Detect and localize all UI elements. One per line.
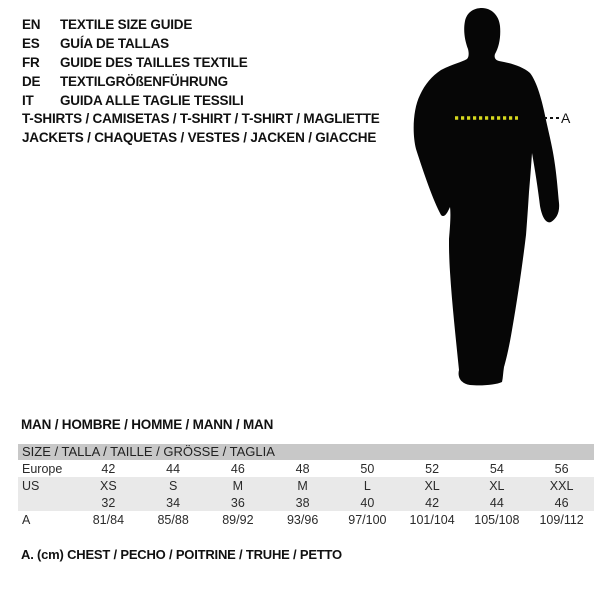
size-table-cell: 38 [270,494,335,511]
size-table-cell: 52 [425,461,440,476]
size-table-row-label: Europe [22,461,63,476]
language-row [22,34,248,53]
size-table-cell: 42 [101,461,116,476]
section-title: MAN / HOMBRE / HOMME / MANN / MAN [21,417,274,432]
size-table-cell: 97/100 [348,512,387,527]
language-code: EN [22,17,41,32]
size-table-row-label: A [22,512,31,527]
size-table-cell: XS [76,477,141,494]
size-table-cell: 50 [360,461,375,476]
language-code: DE [22,74,41,89]
size-table-cell: 81/84 [92,512,125,527]
man-silhouette-figure [403,6,573,388]
language-label: GUIDE DES TAILLES TEXTILE [60,55,248,70]
size-table [18,444,594,528]
category-list [22,109,380,147]
size-table-cell: 34 [141,494,206,511]
measure-label-a: A [561,110,571,126]
size-table-cell: S [141,477,206,494]
man-silhouette-shape [414,8,559,385]
language-label: TEXTILGRÖßENFÜHRUNG [60,74,228,89]
size-table-cell: XL [465,477,530,494]
language-row [22,53,248,72]
size-table-cell: 48 [295,461,310,476]
language-code: FR [22,55,40,70]
size-table-cell: 101/104 [409,512,455,527]
size-table-cell: 85/88 [157,512,189,527]
language-list [22,15,248,110]
size-table-cell: 46 [230,461,245,476]
size-table-cell: M [206,477,271,494]
size-table-row-label [18,494,76,511]
size-table-cell: L [335,477,400,494]
size-table-cell: 46 [529,494,594,511]
size-table-cell: 56 [554,461,569,476]
language-label: GUÍA DE TALLAS [60,36,169,51]
language-row [22,15,248,34]
size-table-header: SIZE / TALLA / TAILLE / GRÖSSE / TAGLIA [18,444,594,460]
size-table-cell: 89/92 [222,512,254,527]
size-table-row-label: US [18,477,76,494]
size-table-cell: 40 [335,494,400,511]
language-label: TEXTILE SIZE GUIDE [60,17,193,32]
size-table-cell: 109/112 [539,512,584,527]
language-row [22,91,248,110]
size-table-cell: 44 [166,461,181,476]
size-table-cell: 32 [76,494,141,511]
size-table-cell: 93/96 [286,512,319,527]
footnote-chest-measure: A. (cm) CHEST / PECHO / POITRINE / TRUHE / PETTO [21,547,342,562]
language-code: IT [22,93,34,108]
category-line: JACKETS / CHAQUETAS / VESTES / JACKEN / GIACCHE [22,130,377,145]
size-table-cell: 54 [489,461,504,476]
language-label: GUIDA ALLE TAGLIE TESSILI [60,93,244,108]
size-table-cell: 105/108 [474,512,520,527]
size-table-cell: 36 [206,494,271,511]
language-row [22,72,248,91]
size-table-cell: M [270,477,335,494]
category-line: T-SHIRTS / CAMISETAS / T-SHIRT / T-SHIRT / MAGLIETTE [22,111,380,126]
size-table-cell: XL [400,477,465,494]
size-table-cell: 44 [465,494,530,511]
size-table-cell: 42 [400,494,465,511]
size-table-cell: XXL [529,477,594,494]
language-code: ES [22,36,40,51]
